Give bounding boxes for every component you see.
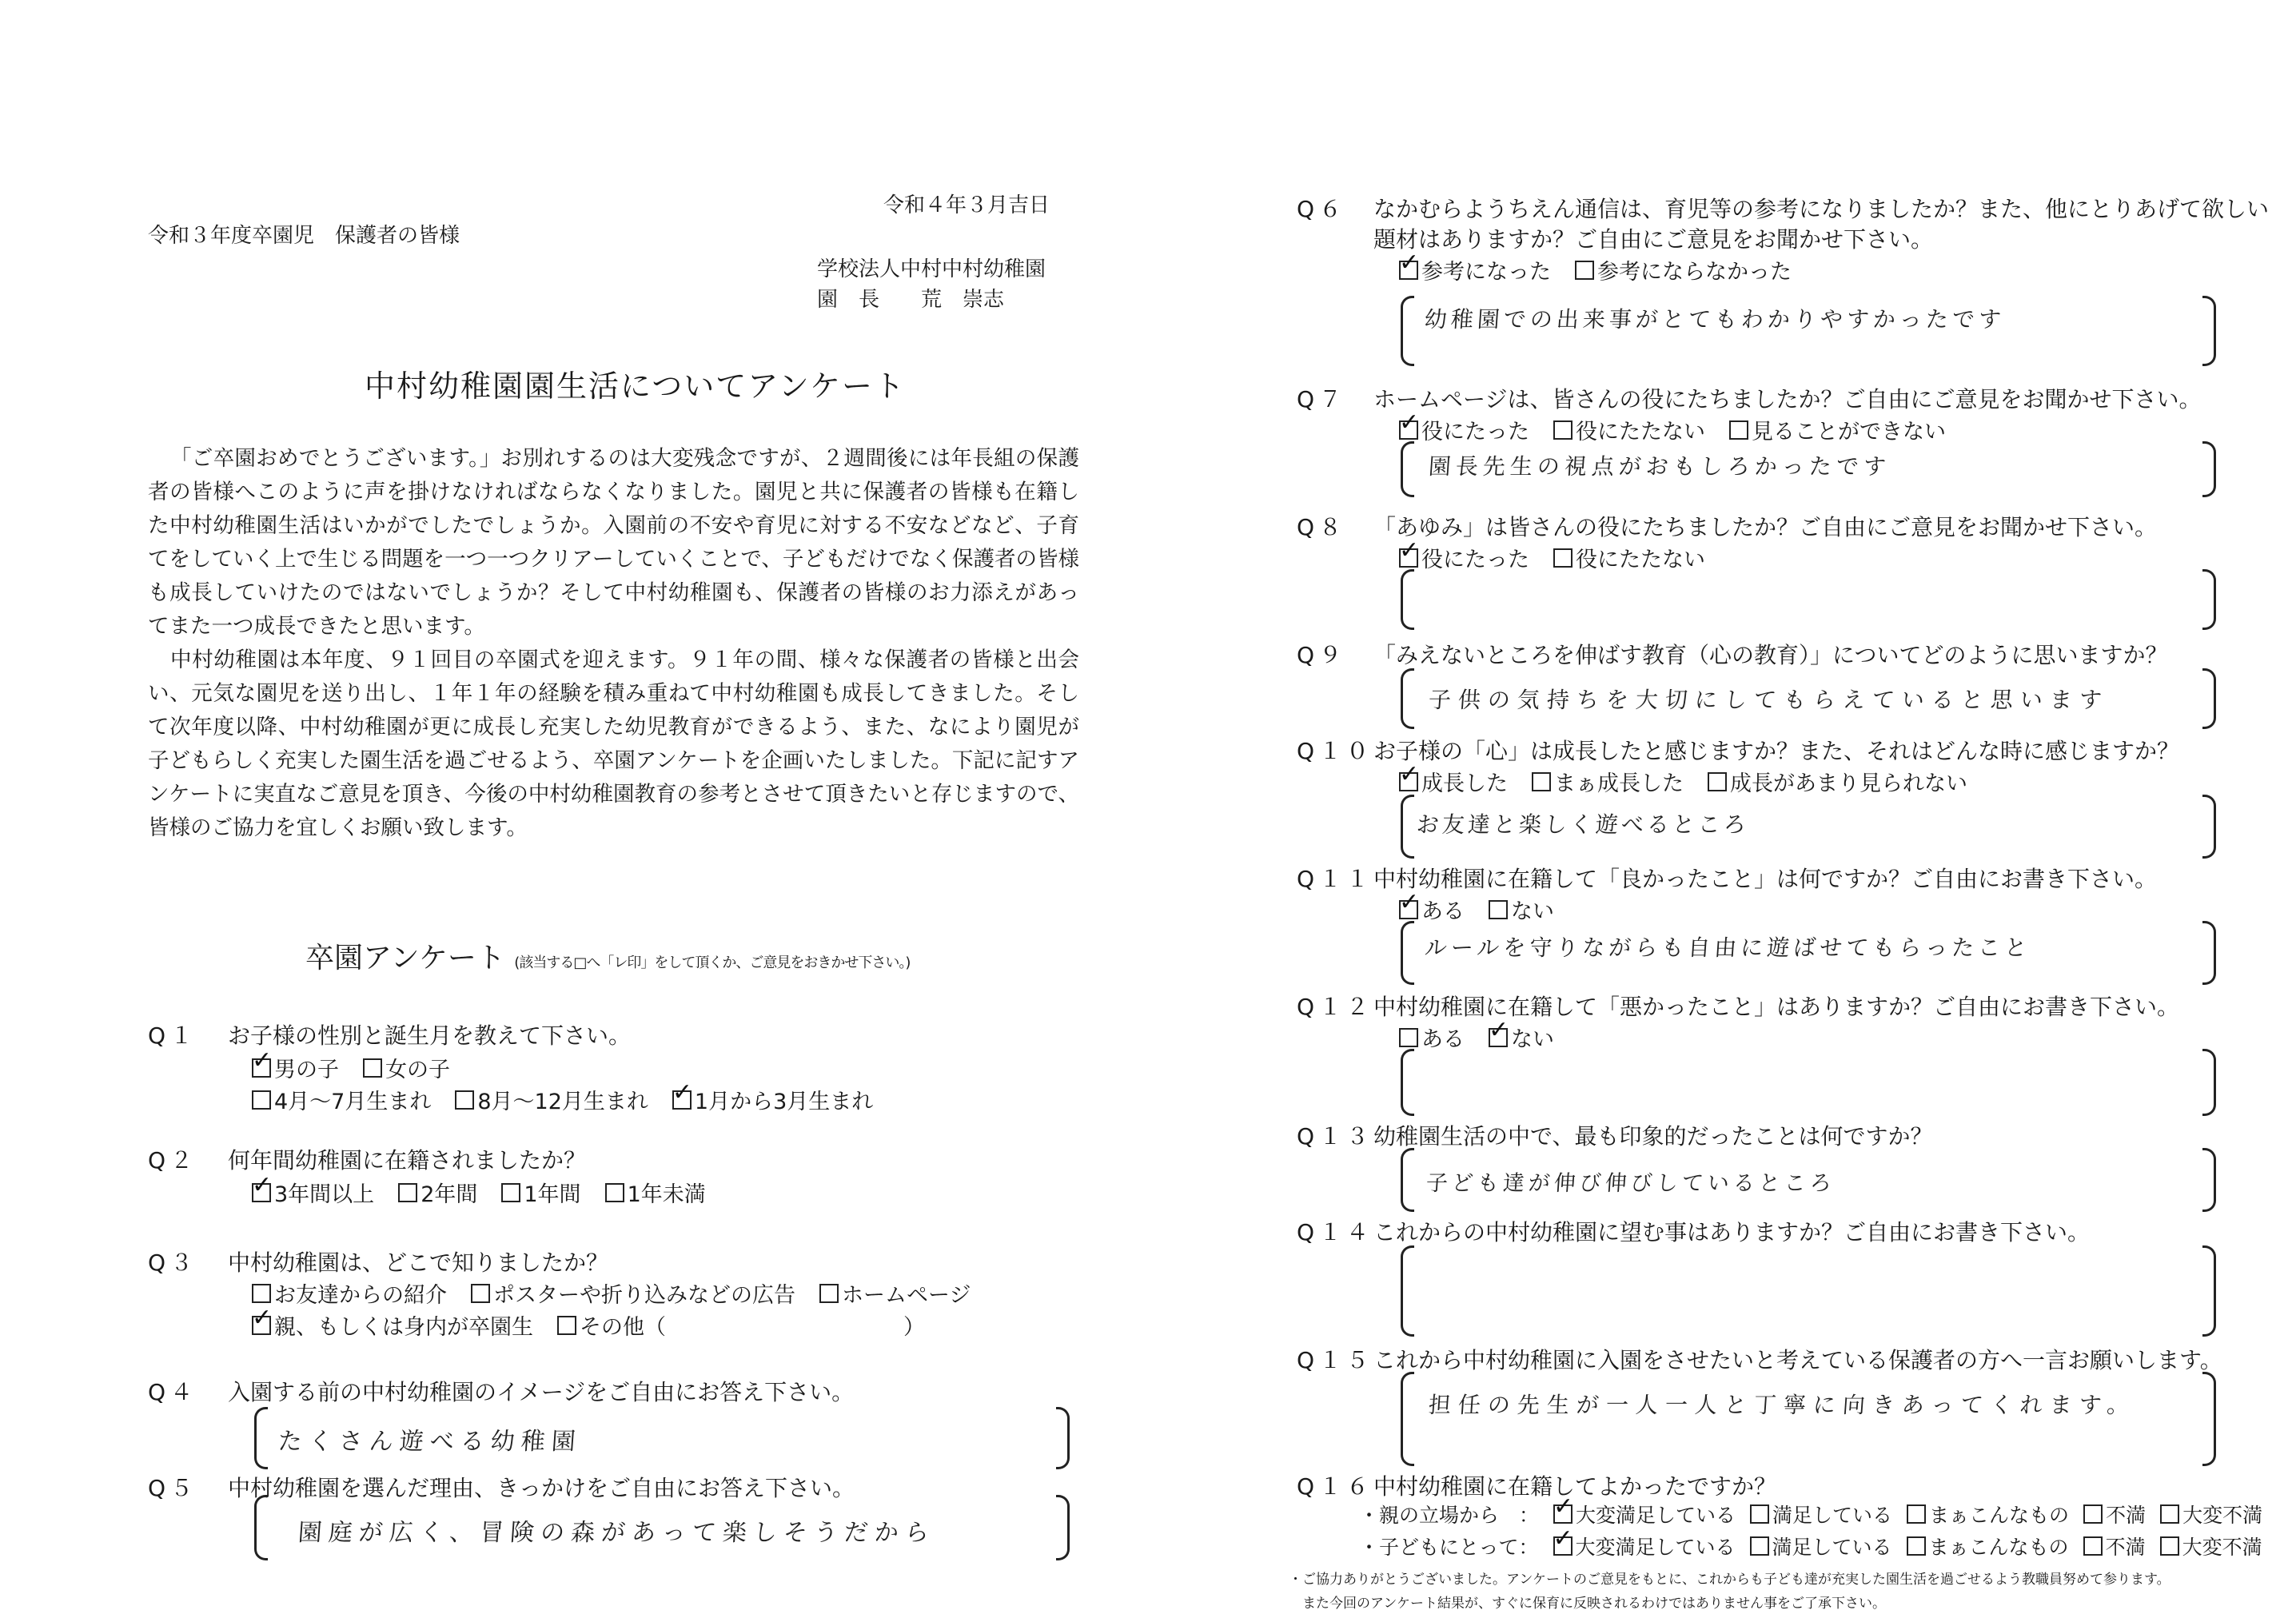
q5-answer: 園庭が広く、冒険の森があって楽しそうだから	[297, 1519, 937, 1547]
q9-answer-box[interactable]	[1401, 668, 2216, 729]
q16-parent-satisfied[interactable]: 満足している	[1750, 1500, 1892, 1528]
checkbox-checked[interactable]	[1399, 261, 1418, 280]
q6-text-line2: 題材はありますか？ご自由にご意見をお聞かせ下さい。	[1373, 226, 1934, 253]
q6-answer-box[interactable]	[1401, 296, 2216, 366]
sender-name: 園 長 荒 崇志	[817, 288, 1005, 312]
q3-options-row2	[252, 1309, 925, 1341]
checkbox[interactable]	[2160, 1536, 2179, 1556]
checkbox-checked[interactable]	[1553, 1504, 1573, 1524]
q1-birth-options	[252, 1084, 873, 1115]
q12-number: Q１２	[1297, 994, 1374, 1020]
q8-option-not-helpful[interactable]: 役にたたない	[1553, 542, 1705, 573]
checkbox[interactable]	[819, 1284, 839, 1303]
q4-answer: たくさん遊べる幼稚園	[277, 1428, 583, 1456]
q16-parent-so-so[interactable]: まぁこんなもの	[1907, 1500, 2069, 1528]
survey-note: (該当する□へ「レ印」をして頂くか、ご意見をおきかせ下さい。)	[514, 954, 911, 971]
checkbox[interactable]	[2160, 1504, 2179, 1524]
q3-option-friend[interactable]: お友達からの紹介	[252, 1277, 447, 1309]
q16-child-so-so[interactable]: まぁこんなもの	[1907, 1532, 2069, 1560]
checkbox-checked[interactable]	[252, 1183, 271, 1202]
q7-answer: 園長先生の視点がおもしろかったです	[1427, 453, 1892, 480]
sender-org: 学校法人中村中村幼稚園	[817, 257, 1046, 281]
q16-child-satisfied[interactable]: 満足している	[1750, 1532, 1892, 1560]
q7-number: Q７	[1297, 386, 1347, 412]
intro-paragraph-2: 中村幼稚園は本年度、９１回目の卒園式を迎えます。９１年の間、様々な保護者の皆様と出会い、元気な園児を送り出し、１年１年の経験を積み重ねて中村幼稚園も成長してきました。そして次年度以降、中村幼稚園が更に成長し充実した幼児教育ができるよう、また、なにより園児が子どもらしく充実した園生活を過ごせるよう、卒園アンケートを企画いたしました。下記に記すアンケートに実直なご意見を頂き、今後の中村幼稚園教育の参考とさせて頂きたいと存じますので、皆様のご協力を宜しくお願い致します。	[148, 648, 1079, 840]
q16-parent-dissatisfied[interactable]: 不満	[2083, 1500, 2146, 1528]
checkbox[interactable]	[1708, 772, 1727, 791]
checkbox[interactable]	[1729, 420, 1748, 440]
intro-paragraph-1: 「ご卒園おめでとうございます。」お別れするのは大変残念ですが、２週間後には年長組の保護者の皆様へこのように声を掛けなければならなくなりました。園児と共に保護者の皆様も在籍した中村幼稚園生活はいかがでしたでしょうか。入園前の不安や育児に対する不安などなど、子育てをしていく上で生じる問題を一つ一つクリアーしていくことで、子どもだけでなく保護者の皆様も成長していけたのではないでしょうか？そして中村幼稚園も、保護者の皆様のお力添えがあってまた一つ成長できたと思います。	[148, 446, 1079, 639]
q7-option-not-helpful[interactable]: 役にたたない	[1553, 414, 1705, 445]
q11-answer: ルールを守りながらも自由に遊ばせてもらったこと	[1423, 935, 2032, 961]
checkbox[interactable]	[605, 1183, 624, 1202]
checkbox[interactable]	[2083, 1504, 2103, 1524]
q10-option-not-much[interactable]: 成長があまり見られない	[1708, 766, 1967, 797]
q11-answer-box[interactable]	[1401, 921, 2216, 985]
q2-options	[252, 1177, 706, 1208]
checkbox[interactable]	[1575, 261, 1594, 280]
q3-option-other[interactable]: その他（ ）	[557, 1309, 925, 1341]
q1-option-jan-mar[interactable]: ✓ 1月から3月生まれ	[672, 1084, 873, 1115]
q5-answer-box[interactable]	[254, 1495, 1070, 1560]
checkbox[interactable]	[1532, 772, 1551, 791]
q1-option-girl[interactable]: 女の子	[363, 1052, 450, 1083]
q11-text: 中村幼稚園に在籍して「良かったこと」は何ですか？ご自由にお書き下さい。	[1373, 866, 2158, 892]
q10-answer: お友達と楽しく遊べるところ	[1415, 811, 1751, 838]
checkbox-checked[interactable]	[1553, 1536, 1573, 1556]
q4-answer-box[interactable]	[254, 1407, 1070, 1469]
q12-option-no[interactable]: ✓ ない	[1489, 1022, 1554, 1053]
q5-text: 中村幼稚園を選んだ理由、きっかけをご自由にお答え下さい。	[228, 1475, 855, 1501]
addressee: 令和３年度卒園児 保護者の皆様	[148, 224, 460, 248]
q15-number: Q１５	[1297, 1347, 1374, 1373]
q6-text-line1: なかむらようちえん通信は、育児等の参考になりましたか？また、他にとりあげて欲しい	[1373, 196, 2270, 222]
q10-number: Q１０	[1297, 738, 1374, 764]
q15-text: これから中村幼稚園に入園をさせたいと考えている保護者の方へ一言お願いします。	[1373, 1347, 2222, 1373]
q12-text: 中村幼稚園に在籍して「悪かったこと」はありますか？ご自由にお書き下さい。	[1373, 994, 2180, 1020]
q16-child-dissatisfied[interactable]: 不満	[2083, 1532, 2146, 1560]
q6-option-helpful[interactable]: ✓ 参考になった	[1399, 254, 1551, 285]
q8-option-helpful[interactable]: ✓ 役にたった	[1399, 542, 1529, 573]
q1-option-apr-jul[interactable]: 4月～7月生まれ	[252, 1084, 431, 1115]
q1-gender-options	[252, 1052, 450, 1083]
q11-option-no[interactable]: ない	[1489, 894, 1554, 925]
q5-number: Q５	[148, 1475, 198, 1501]
q14-number: Q１４	[1297, 1219, 1374, 1245]
q16-parent-very-dissatisfied[interactable]: 大変不満	[2160, 1500, 2262, 1528]
survey-heading-text: 卒園アンケート	[305, 942, 505, 974]
q1-option-boy[interactable]: ✓ 男の子	[252, 1052, 339, 1083]
checkbox[interactable]	[471, 1284, 490, 1303]
checkbox[interactable]	[1553, 420, 1573, 440]
q16-child-very-satisfied[interactable]: ✓ 大変満足している	[1553, 1532, 1736, 1560]
checkbox[interactable]	[1907, 1536, 1926, 1556]
q3-option-alumni[interactable]: ✓ 親、もしくは身内が卒園生	[252, 1309, 533, 1341]
q8-answer-box[interactable]	[1401, 569, 2216, 630]
q16-number: Q１６	[1297, 1473, 1374, 1500]
checkbox[interactable]	[1750, 1536, 1769, 1556]
q8-number: Q８	[1297, 514, 1347, 540]
footer-note-2: また今回のアンケート結果が、すぐに保育に反映されるわけではありません事をご了承下さい。	[1289, 1596, 1886, 1612]
q8-text: 「あゆみ」は皆さんの役にたちましたか？ご自由にご意見をお聞かせ下さい。	[1373, 514, 2158, 540]
q10-answer-box[interactable]	[1401, 795, 2216, 859]
q1-number: Q１	[148, 1022, 198, 1049]
checkbox-checked[interactable]	[252, 1058, 271, 1078]
q15-answer: 担任の先生が一人一人と丁寧に向きあってくれます。	[1427, 1392, 2138, 1418]
checkbox-checked[interactable]	[252, 1316, 271, 1335]
q6-answer: 幼稚園での出来事がとてもわかりやすかったです	[1423, 306, 2007, 333]
checkbox-checked[interactable]	[1399, 420, 1418, 440]
checkbox[interactable]	[363, 1058, 382, 1078]
q2-option-under1[interactable]: 1年未満	[605, 1177, 706, 1208]
q16-child-very-dissatisfied[interactable]: 大変不満	[2160, 1532, 2262, 1560]
checkbox[interactable]	[2083, 1536, 2103, 1556]
q9-number: Q９	[1297, 642, 1347, 668]
q16-text: 中村幼稚園に在籍してよかったですか？	[1373, 1473, 1777, 1500]
q10-text: お子様の「心」は成長したと感じますか？また、それはどんな時に感じますか？	[1373, 738, 2180, 764]
q13-answer-box[interactable]	[1401, 1148, 2216, 1212]
q12-option-yes[interactable]: ある	[1399, 1022, 1465, 1053]
q2-option-1year[interactable]: 1年間	[501, 1177, 580, 1208]
q7-option-cannot-view[interactable]: 見ることができない	[1729, 414, 1946, 445]
q6-option-not-helpful[interactable]: 参考にならなかった	[1575, 254, 1792, 285]
q16-child-row	[1359, 1532, 2262, 1560]
survey-heading	[305, 935, 910, 976]
footer-note-1: ・ご協力ありがとうございました。アンケートのご意見をもとに、これからも子ども達が充実した園生活を過ごせるよう教職員努めて参ります。	[1289, 1572, 2170, 1588]
q4-number: Q４	[148, 1379, 198, 1405]
q2-text: 何年間幼稚園に在籍されましたか？	[228, 1147, 587, 1174]
q7-answer-box[interactable]	[1401, 441, 2216, 497]
q14-text: これからの中村幼稚園に望む事はありますか？ご自由にお書き下さい。	[1373, 1219, 2091, 1245]
document-title: 中村幼稚園園生活についてアンケート	[365, 369, 906, 404]
q12-answer-box[interactable]	[1401, 1049, 2216, 1116]
q11-option-yes[interactable]: ✓ ある	[1399, 894, 1465, 925]
q13-answer: 子ども達が伸び伸びしているところ	[1425, 1171, 1836, 1196]
checkbox-checked[interactable]	[1399, 900, 1418, 919]
q10-option-somewhat[interactable]: まぁ成長した	[1532, 766, 1684, 797]
q15-answer-box[interactable]	[1401, 1372, 2216, 1466]
checkbox[interactable]	[252, 1284, 271, 1303]
checkbox[interactable]	[1399, 1028, 1418, 1047]
q2-option-3years[interactable]: ✓ 3年間以上	[252, 1177, 374, 1208]
checkbox[interactable]	[398, 1183, 417, 1202]
checkbox[interactable]	[252, 1090, 271, 1110]
q10-option-grown[interactable]: ✓ 成長した	[1399, 766, 1508, 797]
checkbox-checked[interactable]	[1489, 1028, 1508, 1047]
q11-number: Q１１	[1297, 866, 1374, 892]
q2-option-2years[interactable]: 2年間	[398, 1177, 477, 1208]
intro-text	[148, 442, 1079, 845]
checkbox[interactable]	[501, 1183, 520, 1202]
checkbox-checked[interactable]	[672, 1090, 692, 1110]
q7-text: ホームページは、皆さんの役にたちましたか？ご自由にご意見をお聞かせ下さい。	[1373, 386, 2202, 412]
q13-text: 幼稚園生活の中で、最も印象的だったことは何ですか？	[1373, 1123, 1933, 1150]
q9-answer: 子供の気持ちを大切にしてもらえていると思います	[1427, 687, 2111, 713]
q3-option-ad[interactable]: ポスターや折り込みなどの広告	[471, 1277, 795, 1309]
q16-child-label: ・子どもにとって：	[1359, 1536, 1539, 1559]
q16-parent-label: ・親の立場から ：	[1359, 1504, 1540, 1527]
checkbox[interactable]	[455, 1090, 474, 1110]
q3-options-row1	[252, 1277, 971, 1309]
checkbox-checked[interactable]	[1399, 772, 1418, 791]
q4-text: 入園する前の中村幼稚園のイメージをご自由にお答え下さい。	[228, 1379, 855, 1405]
q2-number: Q２	[148, 1147, 198, 1174]
q6-options	[1399, 254, 1792, 285]
checkbox[interactable]	[1750, 1504, 1769, 1524]
checkbox[interactable]	[557, 1316, 576, 1335]
checkbox-checked[interactable]	[1399, 548, 1418, 568]
q16-parent-row	[1359, 1500, 2262, 1528]
q6-number: Q６	[1297, 196, 1347, 222]
checkbox[interactable]	[1907, 1504, 1926, 1524]
q7-option-helpful[interactable]: ✓ 役にたった	[1399, 414, 1529, 445]
q1-text: お子様の性別と誕生月を教えて下さい。	[228, 1022, 632, 1049]
q1-option-aug-dec[interactable]: 8月～12月生まれ	[455, 1084, 648, 1115]
document-date: 令和４年３月吉日	[883, 193, 1050, 217]
checkbox[interactable]	[1553, 548, 1573, 568]
q3-number: Q３	[148, 1249, 198, 1276]
checkbox[interactable]	[1489, 900, 1508, 919]
q16-parent-very-satisfied[interactable]: ✓ 大変満足している	[1553, 1500, 1736, 1528]
q14-answer-box[interactable]	[1401, 1245, 2216, 1337]
q9-text: 「みえないところを伸ばす教育（心の教育）」についてどのように思いますか？	[1373, 642, 2168, 668]
q3-text: 中村幼稚園は、どこで知りましたか？	[228, 1249, 609, 1276]
q10-options	[1399, 766, 1967, 797]
q3-option-homepage[interactable]: ホームページ	[819, 1277, 971, 1309]
q13-number: Q１３	[1297, 1123, 1374, 1150]
